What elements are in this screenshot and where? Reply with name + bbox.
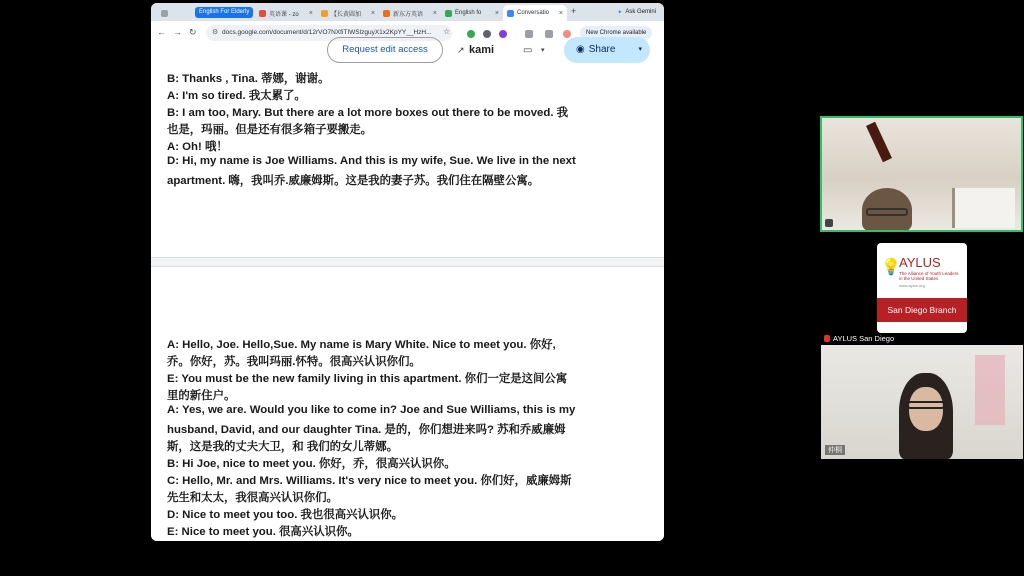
- tab-1[interactable]: [255, 5, 317, 21]
- aylus-title: AYLUS: [899, 255, 941, 270]
- present-icon[interactable]: ▭: [523, 45, 533, 56]
- kami-button[interactable]: kami: [469, 44, 495, 56]
- ask-gemini-button[interactable]: [613, 6, 660, 18]
- page-icon: [321, 10, 328, 17]
- sheets-icon: [445, 10, 452, 17]
- chevron-down-icon[interactable]: ▾: [638, 46, 642, 53]
- page-break: [151, 257, 664, 267]
- document-body[interactable]: [151, 67, 664, 541]
- video-background: [975, 355, 1005, 425]
- extension-icon[interactable]: [467, 30, 475, 38]
- doc-line: A: Oh! 哦！: [167, 141, 228, 153]
- participant-glasses: [907, 401, 945, 409]
- aylus-url: www.aylus.org: [899, 283, 925, 288]
- doc-line: B: Thanks , Tina. 蒂娜，谢谢。: [167, 73, 330, 85]
- participant-name: AYLUS San Diego: [833, 334, 895, 343]
- participant-name-tag: 仲桐: [825, 445, 845, 455]
- doc-line: husband, David, and our daughter Tina. 是的，你们想进来吗? 苏和乔威廉姆: [167, 424, 566, 436]
- close-icon[interactable]: ×: [494, 9, 499, 17]
- extension-icon[interactable]: [499, 30, 507, 38]
- forward-icon[interactable]: →: [173, 27, 182, 37]
- video-background: [866, 122, 892, 162]
- docs-header: [151, 45, 664, 67]
- doc-line: A: Hello, Joe. Hello,Sue. My name is Mary White. Nice to meet you. 你好,: [167, 339, 556, 351]
- doc-line: apartment. 嗨，我叫乔.威廉姆斯。这是我的妻子苏。我们住在隔壁公寓。: [167, 175, 540, 187]
- back-icon[interactable]: ←: [157, 27, 166, 37]
- url-text: docs.google.com/document/d/12rVO7NXfiTIWSlzguyX1x2KpYY__HzH...: [222, 29, 432, 36]
- muted-mic-icon: [824, 335, 830, 342]
- doc-line: 斯，这是我的丈夫大卫，和 我们的女儿蒂娜。: [167, 441, 398, 453]
- ask-gemini-label: Ask Gemini: [625, 9, 656, 15]
- tab-group-icon: [161, 10, 168, 17]
- doc-line: A: I'm so tired. 我太累了。: [167, 90, 306, 102]
- tab-label: Conversatio: [517, 10, 550, 16]
- tab-5-active[interactable]: [503, 5, 567, 21]
- video-background: [952, 188, 1015, 228]
- share-button[interactable]: [564, 37, 650, 63]
- kami-extension-icon[interactable]: ↗: [457, 45, 465, 55]
- mic-icon: [825, 219, 833, 227]
- doc-line: 也是，玛丽。但是还有很多箱子要搬走。: [167, 124, 373, 136]
- doc-line: D: Nice to meet you too. 我也很高兴认识你。: [167, 509, 404, 521]
- reload-icon[interactable]: ↻: [189, 27, 197, 37]
- profile-avatar[interactable]: [563, 30, 571, 38]
- doc-line: 先生和太太，我很高兴认识你们。: [167, 492, 338, 504]
- participant-video[interactable]: [821, 345, 1023, 459]
- doc-line: 里的新住户。: [167, 390, 236, 402]
- doc-line: 乔。你好，苏。我叫玛丽.怀特。很高兴认识你们。: [167, 356, 421, 368]
- close-icon[interactable]: ×: [308, 9, 313, 17]
- tab-3[interactable]: [379, 5, 441, 21]
- close-icon[interactable]: ×: [370, 9, 375, 17]
- new-tab-icon[interactable]: +: [571, 6, 577, 16]
- globe-icon: ◉: [576, 44, 585, 55]
- tab-group-toggle[interactable]: [157, 5, 187, 21]
- media-icon[interactable]: [545, 30, 553, 38]
- participant-glasses: [866, 208, 908, 216]
- tab-4[interactable]: [441, 5, 503, 21]
- doc-line: E: You must be the new family living in this apartment. 你们一定是这间公寓: [167, 373, 568, 385]
- request-edit-access-button[interactable]: Request edit access: [327, 37, 443, 63]
- tab-label: 新东方英语: [393, 11, 424, 18]
- shared-browser-window: [151, 3, 664, 541]
- doc-line: E: Nice to meet you. 很高兴认识你。: [167, 526, 359, 538]
- tab-group-label[interactable]: English For Elderly: [195, 7, 253, 18]
- tab-2[interactable]: [317, 5, 379, 21]
- share-label: Share: [588, 44, 616, 55]
- gmail-icon: [259, 10, 266, 17]
- doc-line: B: Hi Joe, nice to meet you. 你好，乔，很高兴认识你。: [167, 458, 456, 470]
- aylus-logo-tile[interactable]: [877, 243, 967, 333]
- new-chrome-available-button[interactable]: New Chrome available: [580, 26, 652, 40]
- chevron-down-icon[interactable]: ▾: [541, 47, 545, 54]
- aylus-branch-label: San Diego Branch: [877, 298, 967, 322]
- aylus-subtitle: The Alliance of Youth Leaders in the United States: [899, 271, 959, 281]
- doc-line: C: Hello, Mr. and Mrs. Williams. It's very nice to meet you. 你们好，威廉姆斯: [167, 475, 572, 487]
- doc-line: A: Yes, we are. Would you like to come in? Joe and Sue Williams, this is my: [167, 404, 576, 416]
- gemini-icon: ✦: [617, 9, 623, 16]
- close-icon[interactable]: ×: [432, 9, 437, 17]
- extension-icon[interactable]: [483, 30, 491, 38]
- participant-name-label: [824, 334, 894, 343]
- page-icon: [383, 10, 390, 17]
- participant-video-active-speaker[interactable]: [820, 116, 1023, 232]
- tab-label: English fo: [455, 10, 482, 16]
- lightbulb-icon: 💡: [881, 259, 901, 276]
- tab-label: 【长黄圆加: [331, 11, 362, 18]
- site-info-icon[interactable]: ⚙: [212, 29, 219, 36]
- tab-label: 英语课 - zo: [269, 11, 299, 18]
- doc-line: B: I am too, Mary. But there are a lot more boxes out there to be moved. 我: [167, 107, 569, 119]
- close-icon[interactable]: ×: [558, 9, 563, 17]
- doc-line: D: Hi, my name is Joe Williams. And this is my wife, Sue. We live in the next: [167, 155, 576, 167]
- bookmark-star-icon[interactable]: ☆: [443, 27, 451, 36]
- participant-face: [909, 387, 943, 431]
- tab-strip: [151, 3, 664, 21]
- docs-icon: [507, 10, 514, 17]
- cast-icon[interactable]: [525, 30, 533, 38]
